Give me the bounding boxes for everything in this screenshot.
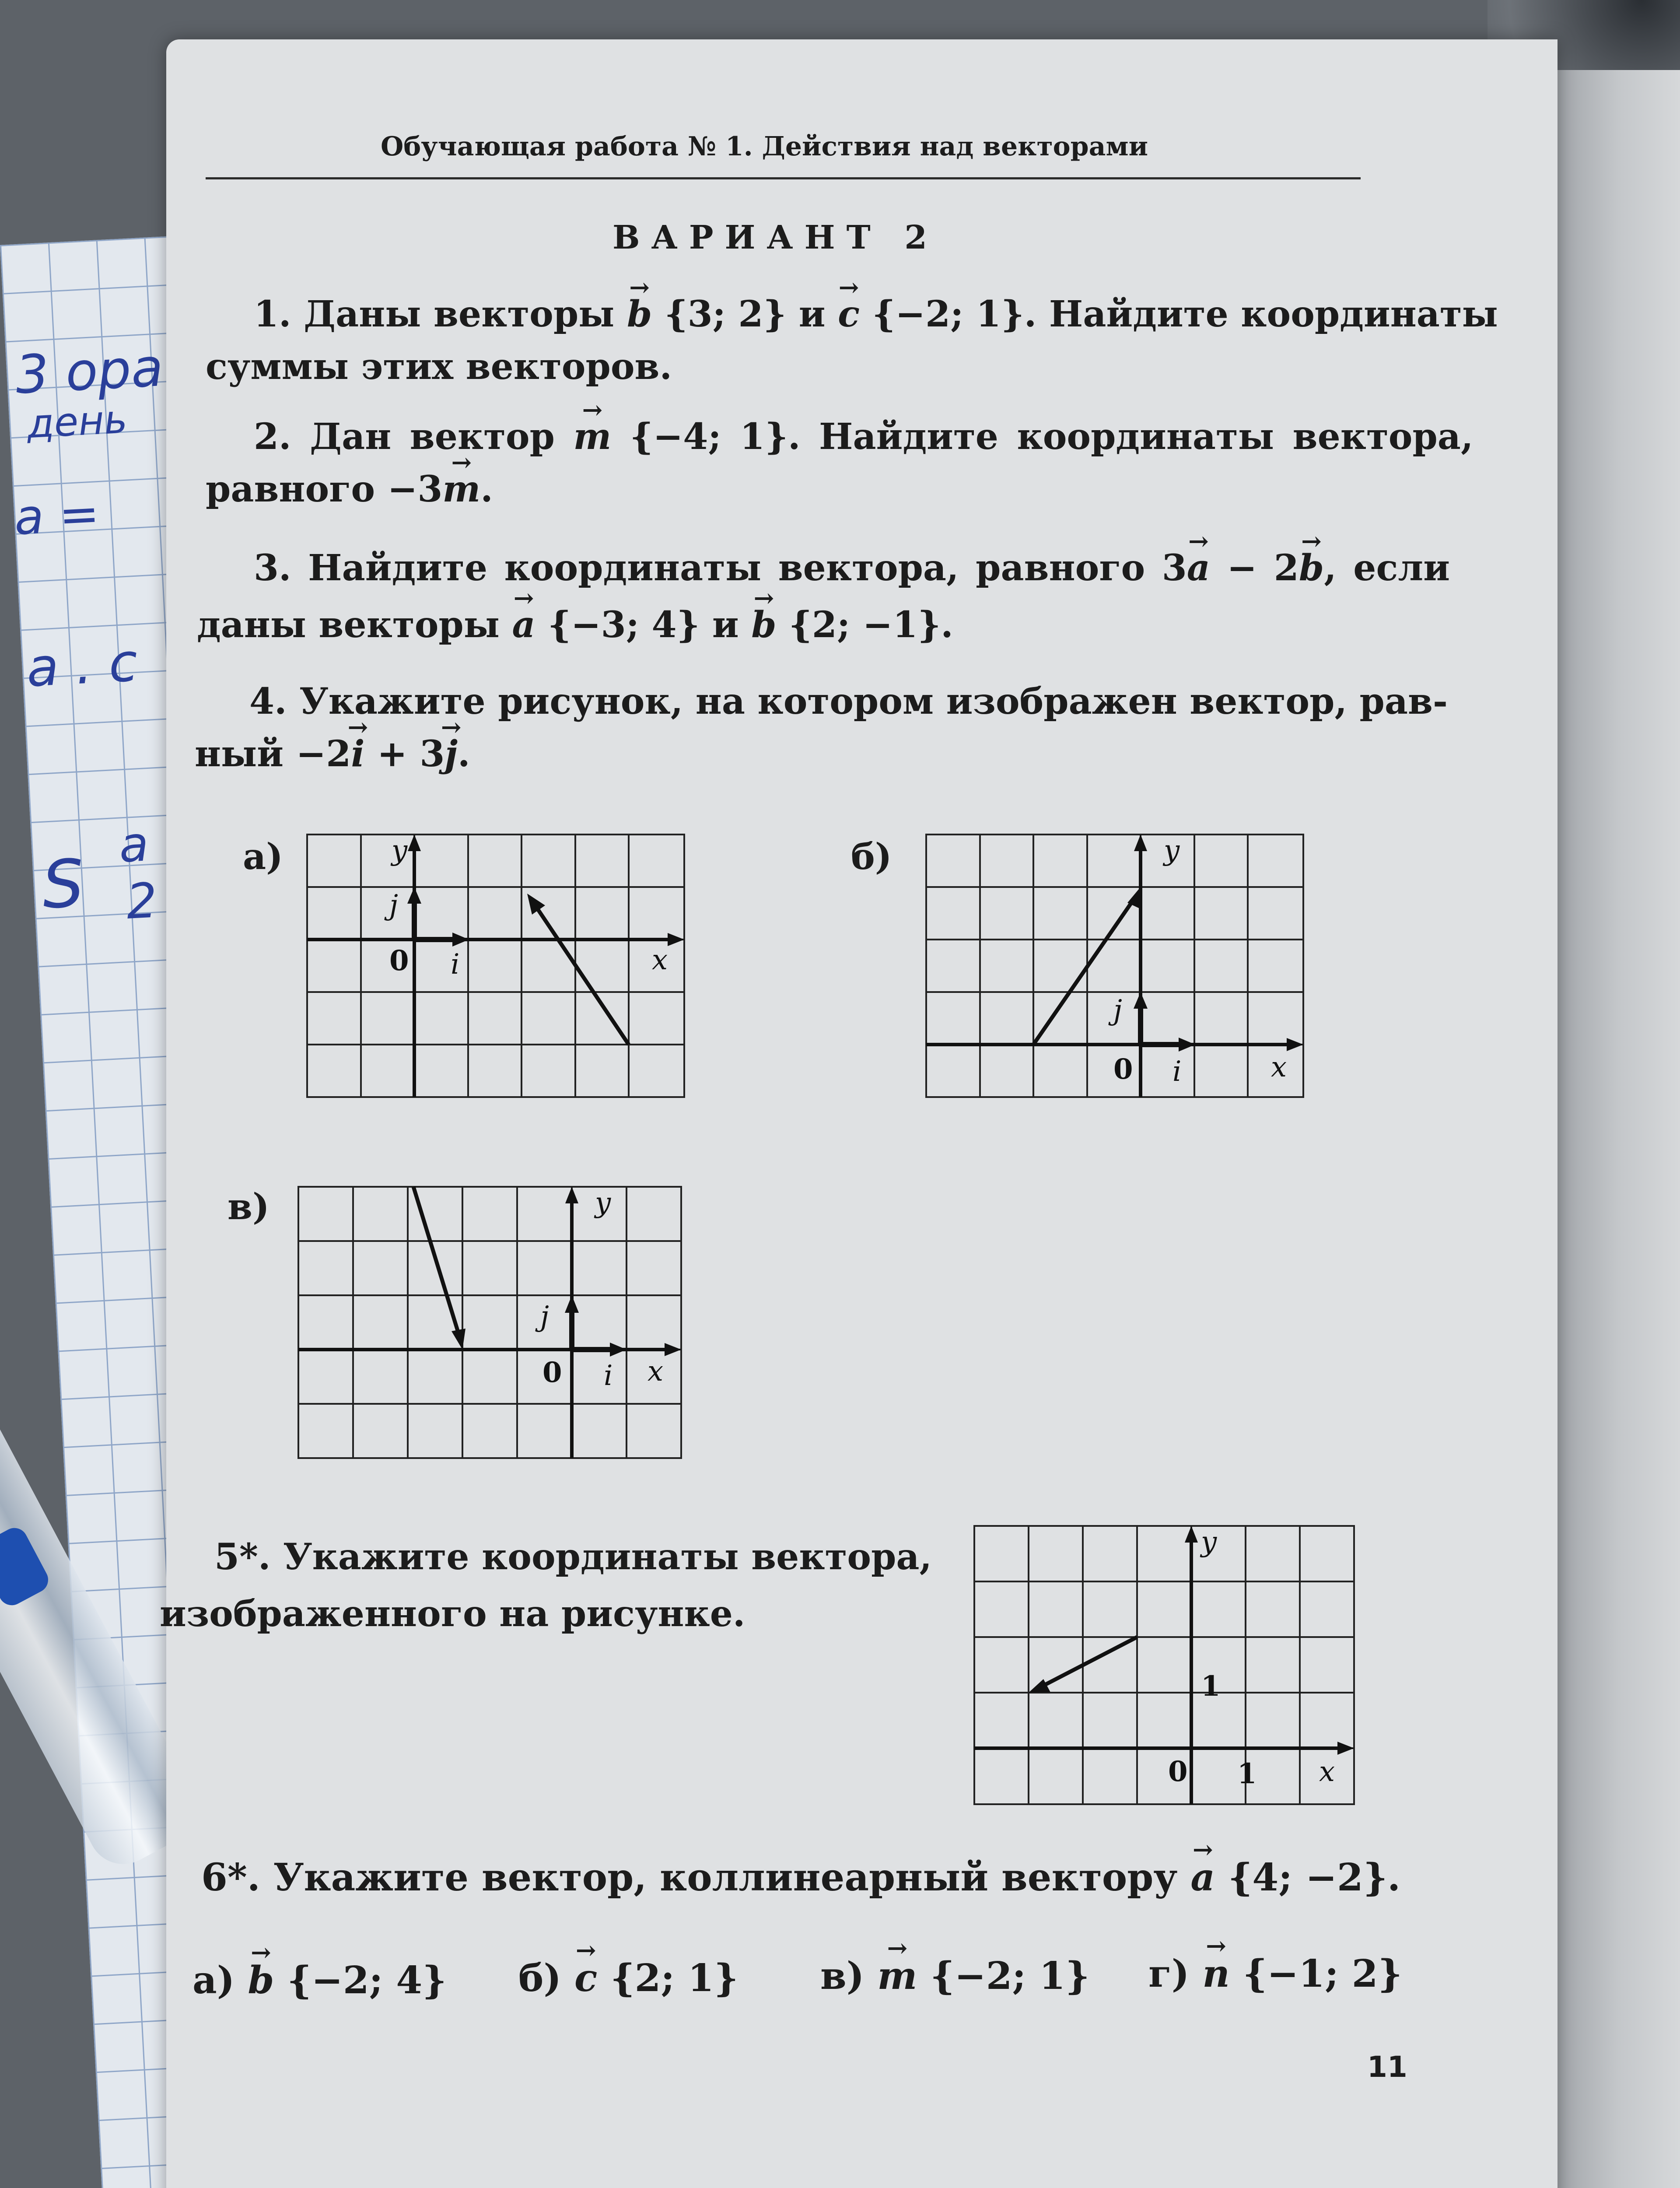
page-number: 11 — [1367, 2050, 1407, 2084]
graph-b-label-j: j — [1113, 994, 1122, 1027]
scribble-5: S — [40, 845, 86, 924]
graph-v — [298, 1186, 682, 1462]
answer-b: б) → c {2; 1} — [518, 1956, 738, 2000]
graph-a-vector — [535, 905, 629, 1045]
question-2-line-2: равного −3→ m. — [206, 468, 493, 510]
graph-5-vector-head — [1029, 1679, 1050, 1693]
question-4-line-1: 4. Укажите рисунок, на котором изображен вектор, рав- — [249, 680, 1448, 722]
question-2-line-1: 2. Дан вектор → m {−4; 1}. Найдите координаты вектора, — [254, 416, 1474, 458]
graph-5-label-x: x — [1319, 1756, 1335, 1788]
question-1-line-1: 1. Даны векторы → b {3; 2} и → c {−2; 1}. Найдите координаты — [254, 293, 1498, 335]
graph-5-vector — [1039, 1637, 1137, 1688]
graph-a-vector-head — [527, 894, 545, 915]
question-3-line-2: даны векторы → a {−3; 4} и → b {2; −1}. — [197, 604, 953, 646]
figure-label-b: б) — [851, 836, 892, 878]
scribble-2: день — [25, 396, 129, 448]
graph-v-label-y: y — [595, 1187, 611, 1219]
scribble-4: а . с — [25, 632, 139, 699]
graph-a-grid — [307, 835, 684, 1097]
graph-5-y-arrow — [1185, 1526, 1198, 1543]
graph-a-label-y: y — [392, 835, 408, 867]
graph-5-label-y: y — [1201, 1526, 1217, 1558]
figure-label-v: в) — [228, 1186, 270, 1228]
question-3-line-1: 3. Найдите координаты вектора, равного 3→ a − 2→ b, если — [254, 547, 1450, 589]
graph-b-label-y: y — [1164, 835, 1180, 867]
graph-5-grid — [974, 1526, 1354, 1804]
graph-a-x-arrow — [668, 933, 684, 946]
graph-5-label-0: 0 — [1168, 1755, 1188, 1788]
graph-b-x-arrow — [1287, 1038, 1303, 1051]
question-6-line: 6*. Укажите вектор, коллинеарный вектору → a {4; −2}. — [201, 1855, 1400, 1900]
graph-a-label-x: x — [652, 944, 668, 976]
graph-5-label-1-y: 1 — [1201, 1670, 1221, 1703]
graph-a-y-arrow — [408, 835, 421, 851]
graph-v-label-0: 0 — [542, 1356, 562, 1389]
scribble-3: а = — [13, 485, 101, 546]
graph-5 — [973, 1525, 1363, 1809]
scribble-7: 2 — [125, 872, 159, 930]
graph-5-x-arrow — [1337, 1742, 1354, 1755]
graph-a-label-j: j — [389, 889, 398, 922]
graph-v-x-arrow — [665, 1343, 681, 1356]
graph-v-vector — [413, 1187, 460, 1339]
graph-v-label-x: x — [648, 1355, 664, 1388]
graph-b — [925, 834, 1310, 1101]
page-header: Обучающая работа № 1. Действия над векторами — [381, 131, 1148, 162]
graph-v-y-arrow — [565, 1187, 578, 1203]
graph-b-y-arrow — [1134, 835, 1147, 851]
graph-v-label-j: j — [540, 1301, 549, 1333]
graph-a-label-0: 0 — [389, 944, 409, 977]
graph-a-label-i: i — [451, 948, 460, 981]
graph-v-vector-head — [452, 1329, 466, 1350]
scribble-6: a — [117, 816, 150, 873]
answer-a: а) → b {−2; 4} — [192, 1958, 447, 2002]
scribble-1: 3 ора — [14, 337, 165, 406]
graph-v-label-i: i — [604, 1360, 613, 1392]
answer-v: в) → m {−2; 1} — [820, 1954, 1089, 1998]
graph-b-label-i: i — [1172, 1055, 1182, 1088]
graph-b-label-x: x — [1271, 1051, 1287, 1083]
question-5-line-2: изображенного на рисунке. — [160, 1593, 746, 1635]
graph-b-label-0: 0 — [1113, 1053, 1133, 1086]
graph-5-label-1-x: 1 — [1237, 1757, 1257, 1790]
answer-g: г) → n {−1; 2} — [1148, 1952, 1402, 1996]
header-rule — [206, 177, 1361, 179]
figure-label-a: а) — [243, 836, 283, 878]
question-1-line-2: суммы этих векторов. — [206, 346, 672, 388]
variant-title: ВАРИАНТ 2 — [612, 219, 938, 256]
question-4-line-2: ный −2→ i + 3→ j. — [195, 733, 470, 775]
question-5-line-1: 5*. Укажите координаты вектора, — [214, 1536, 932, 1578]
graph-v-grid — [298, 1187, 681, 1458]
graph-a — [306, 834, 691, 1101]
